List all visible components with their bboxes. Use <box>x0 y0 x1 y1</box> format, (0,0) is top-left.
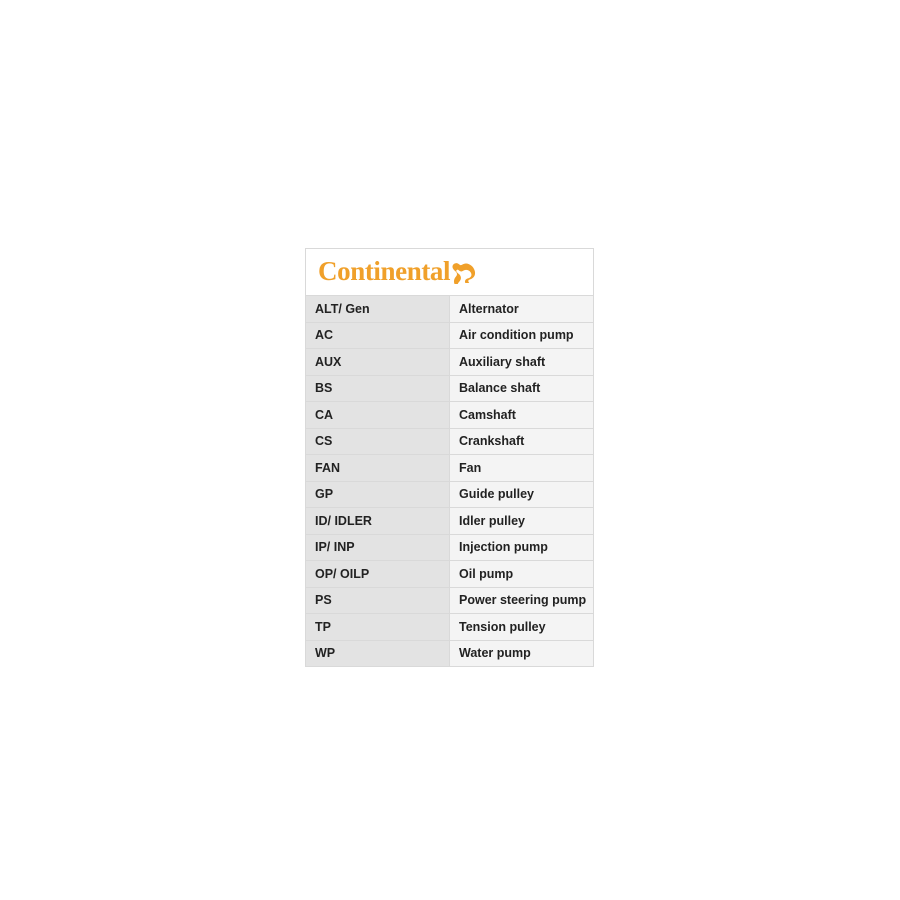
table-row <box>306 322 594 349</box>
table-row <box>306 481 594 508</box>
abbr-code: ID/ IDLER <box>306 508 450 535</box>
abbr-code: TP <box>306 614 450 641</box>
table-row <box>306 375 594 402</box>
abbr-description: Injection pump <box>450 534 594 561</box>
abbr-code: AC <box>306 322 450 349</box>
table-row <box>306 534 594 561</box>
abbr-code: CS <box>306 428 450 455</box>
abbr-code: AUX <box>306 349 450 376</box>
table-row <box>306 349 594 376</box>
abbr-description: Oil pump <box>450 561 594 588</box>
table-row <box>306 455 594 482</box>
abbr-code: GP <box>306 481 450 508</box>
table-row <box>306 508 594 535</box>
brand-header-row <box>306 249 594 296</box>
abbr-description: Tension pulley <box>450 614 594 641</box>
abbr-description: Power steering pump <box>450 587 594 614</box>
abbr-code: FAN <box>306 455 450 482</box>
abbr-description: Idler pulley <box>450 508 594 535</box>
abbr-description: Crankshaft <box>450 428 594 455</box>
table-row <box>306 402 594 429</box>
table-row <box>306 428 594 455</box>
abbr-code: IP/ INP <box>306 534 450 561</box>
continental-wordmark <box>318 255 451 286</box>
legend-table-body <box>306 249 594 667</box>
abbr-code: OP/ OILP <box>306 561 450 588</box>
abbr-code: CA <box>306 402 450 429</box>
abbr-description: Auxiliary shaft <box>450 349 594 376</box>
brand-name-text: Continental <box>318 255 451 286</box>
table-row <box>306 296 594 323</box>
abbr-code: BS <box>306 375 450 402</box>
abbr-description: Alternator <box>450 296 594 323</box>
abbr-code: ALT/ Gen <box>306 296 450 323</box>
abbr-code: WP <box>306 640 450 667</box>
abbreviation-legend-table <box>305 248 594 667</box>
brand-header-cell <box>306 249 594 296</box>
abbr-code: PS <box>306 587 450 614</box>
abbr-description: Fan <box>450 455 594 482</box>
abbr-description: Guide pulley <box>450 481 594 508</box>
table-row <box>306 640 594 667</box>
brand-lockup <box>318 249 593 295</box>
abbr-description: Air condition pump <box>450 322 594 349</box>
abbr-description: Balance shaft <box>450 375 594 402</box>
table-row <box>306 614 594 641</box>
table-row <box>306 587 594 614</box>
abbr-description: Water pump <box>450 640 594 667</box>
continental-horse-icon <box>451 262 477 289</box>
abbr-description: Camshaft <box>450 402 594 429</box>
table-row <box>306 561 594 588</box>
